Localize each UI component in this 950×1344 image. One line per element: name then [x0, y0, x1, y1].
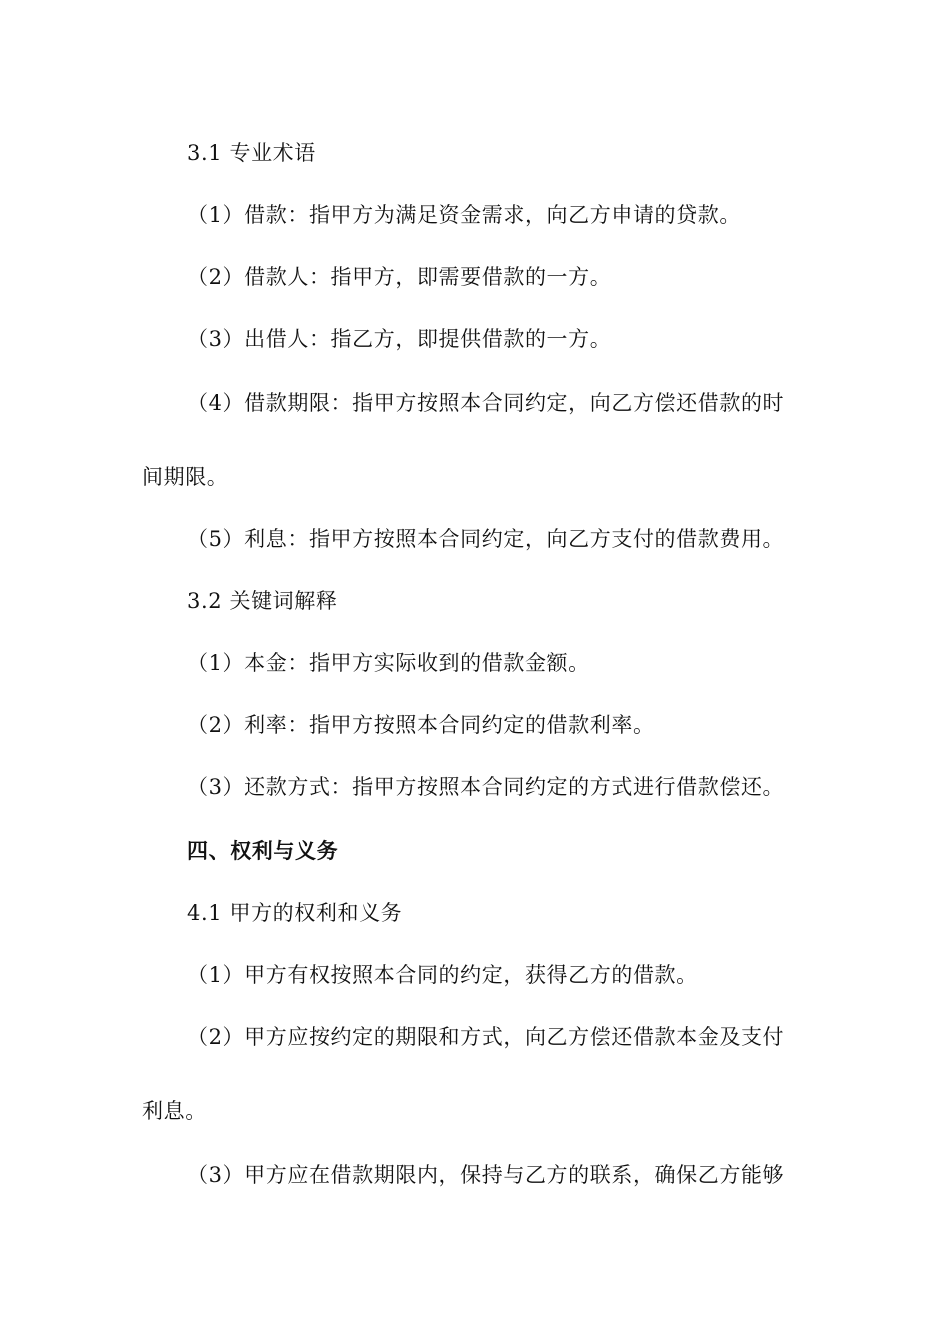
- term-loan-period: （4）借款期限：指甲方按照本合同约定，向乙方偿还借款的时: [187, 391, 785, 415]
- chapter-heading-rights-obligations: 四、权利与义务: [187, 839, 339, 863]
- party-a-obligation-3: （3）甲方应在借款期限内，保持与乙方的联系，确保乙方能够: [187, 1163, 785, 1187]
- party-a-obligation-2-continued: 利息。: [142, 1099, 207, 1123]
- keyword-repayment-method: （3）还款方式：指甲方按照本合同约定的方式进行借款偿还。: [187, 775, 785, 799]
- keyword-interest-rate: （2）利率：指甲方按照本合同约定的借款利率。: [187, 713, 655, 737]
- party-a-obligation-2: （2）甲方应按约定的期限和方式，向乙方偿还借款本金及支付: [187, 1025, 785, 1049]
- term-loan-period-continued: 间期限。: [142, 465, 229, 489]
- term-interest: （5）利息：指甲方按照本合同约定，向乙方支付的借款费用。: [187, 527, 785, 551]
- keyword-principal: （1）本金：指甲方实际收到的借款金额。: [187, 651, 590, 675]
- section-heading-4-1: 4.1 甲方的权利和义务: [187, 901, 403, 925]
- section-heading-3-2: 3.2 关键词解释: [187, 589, 338, 613]
- term-lender: （3）出借人：指乙方，即提供借款的一方。: [187, 327, 612, 351]
- party-a-right-1: （1）甲方有权按照本合同的约定，获得乙方的借款。: [187, 963, 698, 987]
- term-loan: （1）借款：指甲方为满足资金需求，向乙方申请的贷款。: [187, 203, 741, 227]
- section-heading-3-1: 3.1 专业术语: [187, 141, 316, 165]
- term-borrower: （2）借款人：指甲方，即需要借款的一方。: [187, 265, 612, 289]
